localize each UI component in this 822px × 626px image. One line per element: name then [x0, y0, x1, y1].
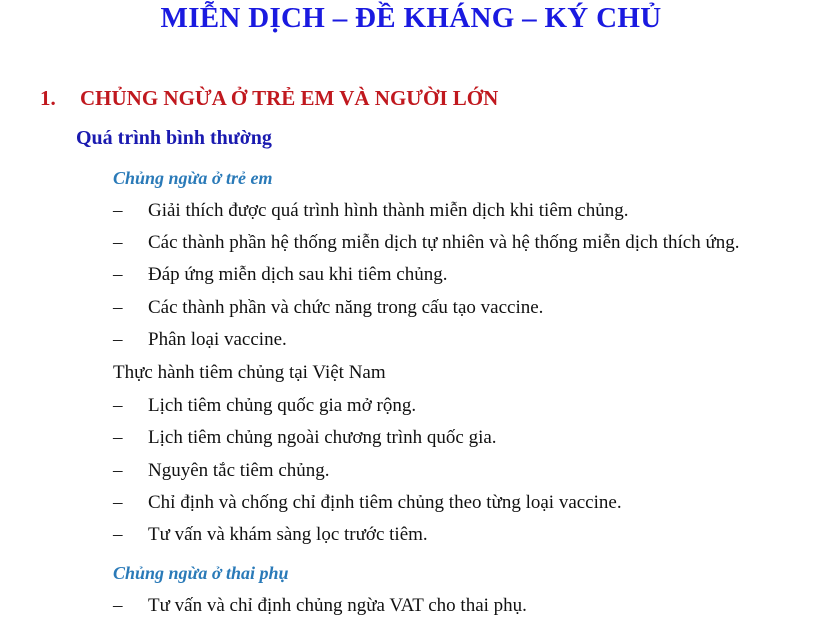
subheading-normal-process: Quá trình bình thường	[76, 127, 272, 149]
section-heading-text: CHỦNG NGỪA Ở TRẺ EM VÀ NGƯỜI LỚN	[80, 86, 499, 110]
list-item: – Chỉ định và chống chỉ định tiêm chủng theo từng loại vaccine.	[113, 492, 622, 513]
bullet-dash: –	[113, 264, 123, 285]
list-item: – Đáp ứng miễn dịch sau khi tiêm chủng.	[113, 264, 448, 285]
bullet-dash: –	[113, 395, 123, 416]
bullet-dash: –	[113, 297, 123, 318]
list-item: – Giải thích được quá trình hình thành miễn dịch khi tiêm chủng.	[113, 200, 629, 221]
bullet-dash: –	[113, 329, 123, 350]
list-item: – Tư vấn và chỉ định chủng ngừa VAT cho thai phụ.	[113, 595, 527, 616]
bullet-dash: –	[113, 232, 123, 253]
section-heading	[40, 86, 498, 111]
heading-children-vaccination: Chủng ngừa ở trẻ em	[113, 168, 273, 188]
document-title: MIỄN DỊCH – ĐỀ KHÁNG – KÝ CHỦ	[160, 2, 662, 34]
bullet-dash: –	[113, 524, 123, 545]
bullet-dash: –	[113, 200, 123, 221]
list-item: – Phân loại vaccine.	[113, 329, 287, 350]
bullet-dash: –	[113, 460, 123, 481]
bullet-dash: –	[113, 427, 123, 448]
list-item: – Nguyên tắc tiêm chủng.	[113, 460, 330, 481]
section-number: 1.	[40, 86, 56, 110]
bullet-dash: –	[113, 492, 123, 513]
list-item: – Tư vấn và khám sàng lọc trước tiêm.	[113, 524, 428, 545]
list-item: – Các thành phần hệ thống miễn dịch tự nhiên và hệ thống miễn dịch thích ứng.	[113, 232, 740, 253]
heading-pregnant-vaccination: Chủng ngừa ở thai phụ	[113, 563, 289, 583]
list-item: – Lịch tiêm chủng ngoài chương trình quốc gia.	[113, 427, 497, 448]
list-item: – Lịch tiêm chủng quốc gia mở rộng.	[113, 395, 417, 416]
list-item: – Các thành phần và chức năng trong cấu tạo vaccine.	[113, 297, 544, 318]
bullet-dash: –	[113, 595, 123, 616]
heading-vietnam-practice: Thực hành tiêm chủng tại Việt Nam	[113, 362, 386, 383]
